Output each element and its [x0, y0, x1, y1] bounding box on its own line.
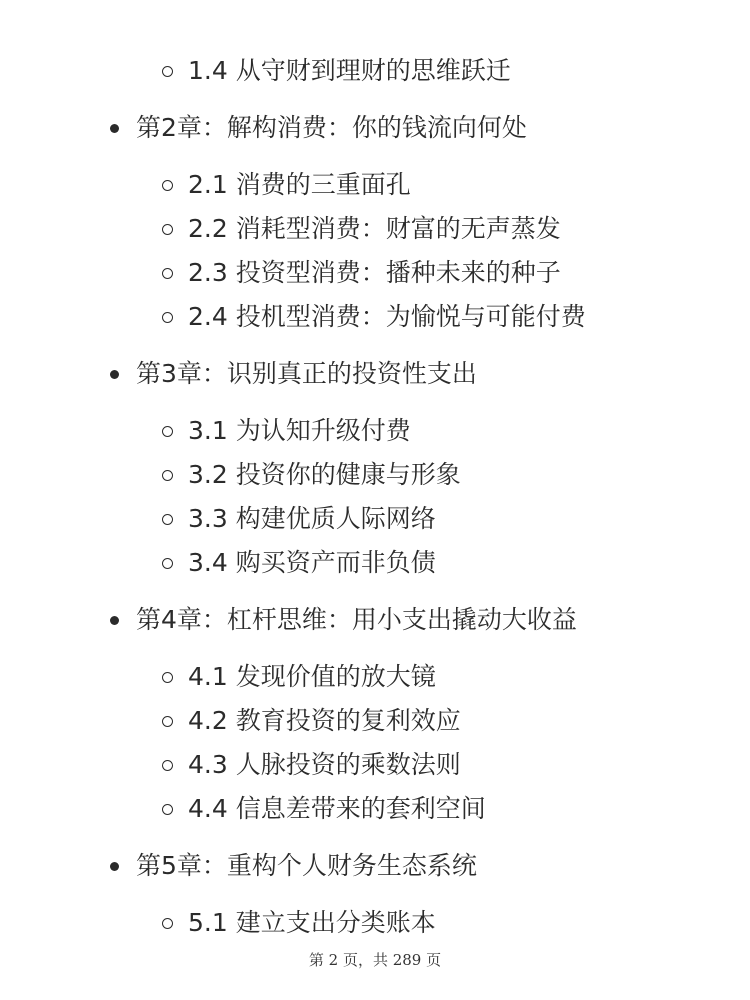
toc-section-3-4	[162, 543, 436, 583]
toc-section-4-3	[162, 745, 461, 785]
toc-entry-label: 4.1 发现价值的放大镜	[188, 662, 436, 691]
toc-entry-label: 4.3 人脉投资的乘数法则	[188, 750, 461, 779]
toc-section-4-4	[162, 789, 486, 829]
toc-entry-label: 2.2 消耗型消费：财富的无声蒸发	[188, 214, 561, 243]
toc-section-2-2	[162, 209, 561, 249]
hollow-bullet-icon	[162, 918, 173, 929]
hollow-bullet-icon	[162, 268, 173, 279]
toc-chapter-2	[110, 108, 527, 148]
toc-entry-label: 2.1 消费的三重面孔	[188, 170, 411, 199]
filled-bullet-icon	[110, 616, 119, 625]
hollow-bullet-icon	[162, 66, 173, 77]
hollow-bullet-icon	[162, 514, 173, 525]
filled-bullet-icon	[110, 862, 119, 871]
toc-chapter-5	[110, 846, 477, 886]
hollow-bullet-icon	[162, 804, 173, 815]
toc-section-4-1	[162, 657, 436, 697]
hollow-bullet-icon	[162, 558, 173, 569]
hollow-bullet-icon	[162, 180, 173, 191]
toc-section-4-2	[162, 701, 461, 741]
toc-entry-label: 3.4 购买资产而非负债	[188, 548, 436, 577]
hollow-bullet-icon	[162, 224, 173, 235]
toc-entry-label: 3.2 投资你的健康与形象	[188, 460, 461, 489]
toc-section-3-1	[162, 411, 411, 451]
toc-entry-label: 第3章：识别真正的投资性支出	[136, 359, 477, 388]
toc-entry-label: 3.1 为认知升级付费	[188, 416, 411, 445]
hollow-bullet-icon	[162, 470, 173, 481]
toc-entry-label: 1.4 从守财到理财的思维跃迁	[188, 56, 511, 85]
toc-section-1-4	[162, 51, 511, 91]
filled-bullet-icon	[110, 370, 119, 379]
hollow-bullet-icon	[162, 716, 173, 727]
hollow-bullet-icon	[162, 672, 173, 683]
toc-entry-label: 第5章：重构个人财务生态系统	[136, 851, 477, 880]
toc-entry-label: 第2章：解构消费：你的钱流向何处	[136, 113, 527, 142]
toc-section-2-4	[162, 297, 586, 337]
toc-section-5-1	[162, 903, 436, 943]
toc-section-2-1	[162, 165, 411, 205]
hollow-bullet-icon	[162, 760, 173, 771]
toc-entry-label: 3.3 构建优质人际网络	[188, 504, 436, 533]
toc-entry-label: 4.2 教育投资的复利效应	[188, 706, 461, 735]
hollow-bullet-icon	[162, 426, 173, 437]
hollow-bullet-icon	[162, 312, 173, 323]
toc-chapter-4	[110, 600, 577, 640]
toc-section-3-3	[162, 499, 436, 539]
toc-entry-label: 第4章：杠杆思维：用小支出撬动大收益	[136, 605, 577, 634]
toc-chapter-3	[110, 354, 477, 394]
toc-entry-label: 2.3 投资型消费：播种未来的种子	[188, 258, 561, 287]
toc-section-2-3	[162, 253, 561, 293]
toc-entry-label: 4.4 信息差带来的套利空间	[188, 794, 486, 823]
toc-entry-label: 2.4 投机型消费：为愉悦与可能付费	[188, 302, 586, 331]
page-number-footer: 第 2 页，共 289 页	[308, 951, 442, 969]
toc-section-3-2	[162, 455, 461, 495]
filled-bullet-icon	[110, 124, 119, 133]
toc-entry-label: 5.1 建立支出分类账本	[188, 908, 436, 937]
